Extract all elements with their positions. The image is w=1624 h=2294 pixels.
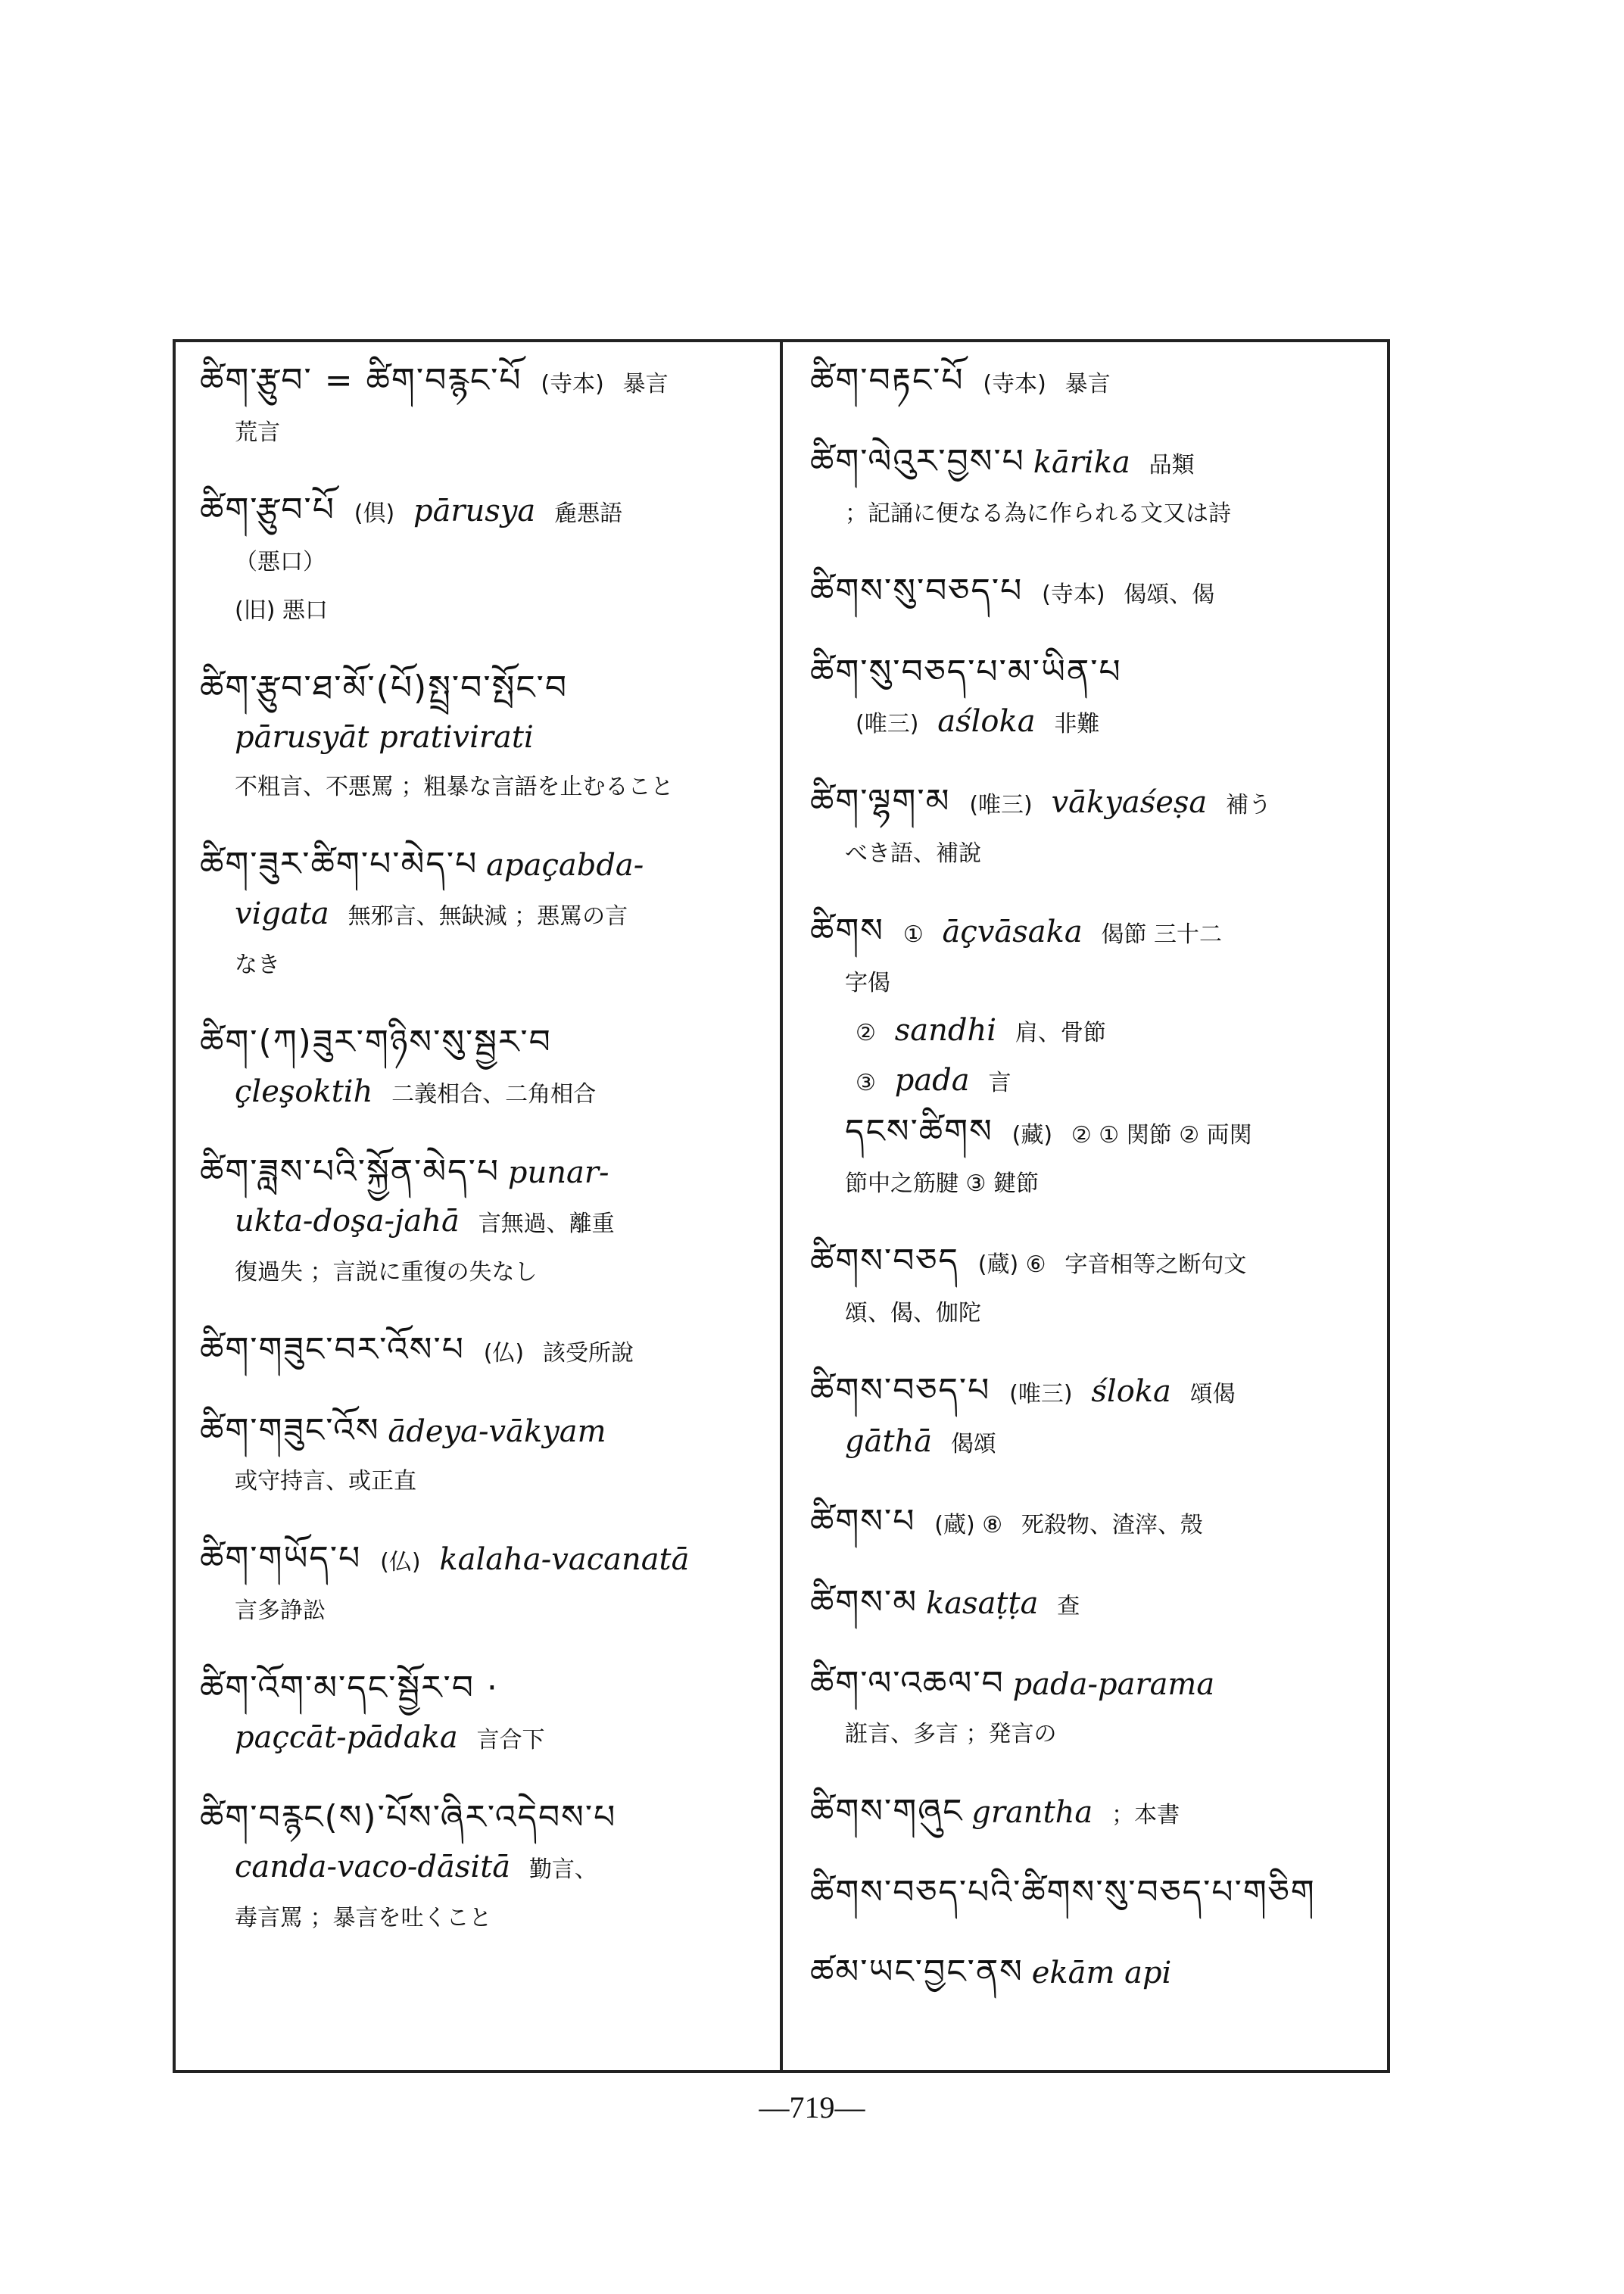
sanskrit-term: pada [894,1063,970,1098]
sanskrit-term: vākyaśeṣa [1051,785,1208,820]
tibetan-headword: ཚིག་འོག་མ་དང་སྦྱོར་བ · [200,1669,499,1707]
japanese-gloss: 麁悪語 [554,500,623,527]
tibetan-headword: ཚིག་ལྷག་མ [810,782,951,821]
japanese-gloss: 毒言罵 ；暴言を吐くこと [235,1905,492,1931]
japanese-gloss: 誑言、多言 ；発言の [845,1721,1057,1747]
sanskrit-term: canda-vaco-dāsitā [235,1850,511,1884]
entry-line [810,647,1386,698]
entry-line [200,1406,783,1457]
japanese-gloss: 偈節 三十二 [1101,921,1223,948]
dictionary-entry [810,437,1386,538]
sanskrit-term: pārusya [413,494,536,528]
japanese-gloss: 肩、骨節 [1015,1020,1106,1046]
sanskrit-term: grantha [971,1795,1093,1830]
source-marker: (仏) [483,1340,525,1367]
tibetan-headword: ཚིགས་བཅད [810,1242,959,1280]
entry-line [200,1534,783,1586]
japanese-gloss: 字音相等之断句文 [1064,1251,1247,1278]
entry-line [200,1248,783,1296]
sanskrit-term: sandhi [894,1013,997,1048]
entry-line [810,958,1386,1007]
japanese-gloss: 暴言 [622,371,669,397]
entry-line [200,940,783,989]
dictionary-entry [810,356,1386,408]
tibetan-headword: ཚིག་བརྟང་པོ [810,361,965,400]
japanese-gloss: 偈頌、偈 [1124,581,1215,608]
source-marker: (寺本) [1042,581,1105,608]
tibetan-headword: ཚམ་ཡང་བྱང་ནས [810,1953,1024,1991]
dictionary-entry [810,647,1386,748]
sanskrit-term: apaçabda- [486,848,644,883]
dictionary-entry [810,777,1386,877]
dictionary-entry [200,1663,783,1764]
sanskrit-term: kārika [1033,445,1130,480]
entry-line [810,1710,1386,1758]
dictionary-entry [200,485,783,634]
sanskrit-term: śloka [1091,1374,1171,1409]
tibetan-headword: ཚིག་ལ་འཆལ་བ [810,1664,1005,1703]
tibetan-headword: ཚིགས་མ [810,1583,918,1622]
tibetan-headword: ཚིག་ཟླས་པའི་སྐྱོན་མེད་པ [200,1152,500,1191]
japanese-gloss: 字偈 [845,970,890,996]
tibetan-headword: ཚིག་སུ་བཅད་པ་མ་ཡིན་པ [810,653,1122,691]
entry-line [200,1714,783,1764]
source-marker: ③ [856,1070,876,1096]
source-marker: (唯三) [969,792,1033,818]
source-marker: (唯三) [1009,1381,1073,1407]
source-marker: (藏) [1011,1122,1053,1149]
dictionary-entry [200,663,783,811]
japanese-gloss: なき [235,952,280,978]
japanese-gloss: 補う [1226,792,1272,818]
japanese-gloss: 無邪言、無缺減 ；悪罵の言 [348,903,628,930]
entry-line [200,1663,783,1714]
source-marker: (蔵) ⑥ [977,1251,1046,1278]
sanskrit-term: çleşoktih [235,1074,373,1109]
sanskrit-term: ādeya-vākyam [388,1414,606,1449]
japanese-gloss: 言 [988,1070,1011,1096]
tibetan-headword: ཚིགས་སུ་བཅད་པ [810,572,1024,610]
japanese-gloss: ；記誦に便なる為に作られる文又は詩 [845,500,1231,527]
sanskrit-term: aśloka [937,704,1036,739]
dictionary-entry [810,1578,1386,1630]
entry-line [810,1366,1386,1418]
tibetan-headword: ཚིག་གཡོད་པ [200,1539,362,1578]
japanese-gloss: 頌、偈、伽陀 [845,1300,981,1326]
japanese-gloss: ；本書 [1111,1802,1180,1828]
sanskrit-term: ekām api [1031,1956,1172,1990]
entry-line [810,777,1386,829]
japanese-gloss: ② ① 関節 ② 両関 [1071,1122,1252,1149]
japanese-gloss: （悪口） [235,549,326,575]
source-marker: ② [856,1020,876,1046]
japanese-gloss: 該受所說 [542,1340,634,1367]
sanskrit-term: pārusyāt prativirati [235,720,534,755]
entry-line [200,538,783,586]
tibetan-headword: ཚིག་(ཀ)ཟུར་གཉིས་སུ་སྦྱར་བ [200,1023,552,1061]
entry-line [200,840,783,890]
japanese-gloss: 暴言 [1064,371,1111,397]
entry-line [200,762,783,811]
tibetan-headword: ཚིགས་བཅད་པའི་ཚིགས་སུ་བཅད་པ་གཅིག [810,1873,1316,1912]
entry-line [810,1007,1386,1057]
dictionary-entry [810,566,1386,619]
tibetan-headword: དངས་ཚིགས [845,1112,993,1151]
left-column [200,356,783,1971]
entry-line [200,1068,783,1118]
sanskrit-term: vigata [235,896,329,931]
entry-line [200,1457,783,1505]
entry-line [810,1236,1386,1289]
entry-line [810,1578,1386,1630]
dictionary-entry [200,840,783,989]
sanskrit-term: kasaṭṭa [925,1586,1039,1621]
entry-line [810,489,1386,538]
entry-line [200,1793,783,1844]
dictionary-entry [200,1534,783,1635]
entry-line [810,1868,1386,1918]
entry-line [200,714,783,762]
tibetan-headword: ཚིག་རྩུབ་པོ [200,491,335,529]
right-column [810,356,1386,2027]
dictionary-entry [810,1947,1386,1998]
source-marker: (寺本) [541,371,604,397]
entry-line [810,1418,1386,1468]
entry-line [200,1018,783,1068]
dictionary-entry [200,356,783,457]
dictionary-entry [200,1325,783,1377]
japanese-gloss: 二義相合、二角相合 [391,1081,597,1108]
entry-line [200,356,783,408]
entry-line [810,1107,1386,1159]
dictionary-entry [200,1147,783,1296]
entry-line [810,1497,1386,1549]
tibetan-headword: ཚིགས་པ [810,1502,916,1541]
entry-line [200,485,783,538]
japanese-gloss: 言多諍訟 [235,1597,326,1624]
entry-line [810,1057,1386,1107]
tibetan-headword: ཚིགས་གཞུང [810,1792,964,1831]
entry-line [200,663,783,714]
dictionary-entry [200,1406,783,1505]
japanese-gloss: べき語、補說 [845,840,981,867]
entry-line [200,890,783,940]
entry-line [810,1659,1386,1710]
dictionary-entry [810,906,1386,1208]
source-marker: (仏) [380,1549,421,1576]
source-marker: ① [902,921,924,948]
dictionary-entry [810,1366,1386,1468]
entry-line [810,437,1386,489]
sanskrit-term: ukta-doşa-jahā [235,1204,460,1239]
tibetan-headword: ཚིག་བརྙང(ས)་པོས་ཞིར་འདེབས་པ [200,1798,617,1837]
sanskrit-term: pada-parama [1012,1667,1215,1702]
japanese-gloss: 品類 [1149,452,1195,478]
dictionary-entry [810,1236,1386,1337]
japanese-gloss: 不粗言、不悪罵 ；粗暴な言語を止むること [235,774,674,800]
japanese-gloss: 或守持言、或正直 [235,1468,416,1495]
entry-line [200,1893,783,1942]
tibetan-headword: ཚིག་རྩུབ་ = ཚིག་བརྙང་པོ [200,361,522,400]
japanese-gloss: 非難 [1054,711,1100,737]
entry-line [810,1289,1386,1337]
tibetan-headword: ཚིགས་བཅད་པ [810,1371,991,1410]
japanese-gloss: 勤言、 [528,1856,597,1883]
japanese-gloss: 頌偈 [1189,1381,1236,1407]
dictionary-entry [810,1497,1386,1549]
japanese-gloss: (旧) 悪口 [235,597,328,624]
dictionary-entry [810,1868,1386,1918]
dictionary-entry [200,1793,783,1942]
tibetan-headword: ཚིག་རྩུབ་ཐ་མོ་(པོ)སྤྲ་བ་སྤོང་བ [200,669,569,707]
source-marker: (唯三) [856,711,919,737]
entry-line [810,906,1386,958]
japanese-gloss: 死殺物、渣滓、殼 [1021,1512,1203,1538]
dictionary-entry [810,1659,1386,1758]
source-marker: (寺本) [983,371,1046,397]
sanskrit-term: punar- [507,1155,609,1190]
tibetan-headword: ཚིག་ཟུར་ཚིག་པ་མེད་པ [200,845,478,884]
entry-line [200,408,783,457]
tibetan-headword: ཚིགས [810,912,885,950]
japanese-gloss: 言合下 [476,1727,545,1753]
sanskrit-term: paçcāt-pādaka [235,1720,458,1755]
dictionary-entry [810,1787,1386,1839]
dictionary-entry [200,1018,783,1118]
entry-line [810,566,1386,619]
japanese-gloss: 復過失 ；言説に重復の失なし [235,1259,538,1286]
sanskrit-term: gāthā [845,1424,933,1459]
sanskrit-term: āçvāsaka [942,915,1083,949]
tibetan-headword: ཚིག་གཟུང་བར་འོས་པ [200,1330,465,1369]
sanskrit-term: kalaha-vacanatā [439,1542,690,1577]
tibetan-headword: ཚིག་གཟུང་འོས [200,1411,380,1450]
source-marker: (蔵) ⑧ [934,1512,1003,1538]
japanese-gloss: 荒言 [235,419,280,446]
entry-line [810,356,1386,408]
entry-line [200,1198,783,1248]
japanese-gloss: 查 [1057,1593,1080,1619]
entry-line [810,698,1386,748]
entry-line [200,1147,783,1198]
japanese-gloss: 言無過、離重 [478,1211,615,1237]
entry-line [200,1325,783,1377]
entry-line [810,1947,1386,1998]
entry-line [810,829,1386,877]
page-number: —719— [759,2090,865,2124]
entry-line [810,1787,1386,1839]
tibetan-headword: ཚིག་ལེའུར་བྱས་པ [810,442,1025,481]
japanese-gloss: 偈頌 [950,1431,996,1457]
entry-line [200,1844,783,1893]
japanese-gloss: 節中之筋腱 ③ 鍵節 [845,1170,1039,1197]
entry-line [810,1159,1386,1208]
entry-line [200,1586,783,1635]
source-marker: (倶) [354,500,395,527]
entry-line [200,586,783,634]
